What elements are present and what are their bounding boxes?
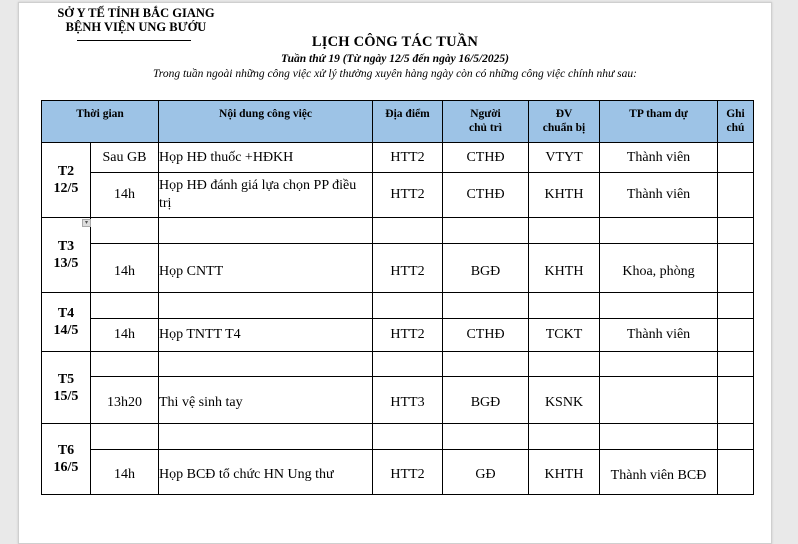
place-cell xyxy=(373,424,443,450)
time-cell xyxy=(91,293,159,319)
week-subtitle: Tuần thứ 19 (Từ ngày 12/5 đến ngày 16/5/2025) xyxy=(280,53,510,65)
place-cell: HTT2 xyxy=(373,244,443,293)
time-cell xyxy=(91,424,159,450)
host-cell: GĐ xyxy=(443,450,529,495)
attendees-cell: Khoa, phòng xyxy=(600,244,718,293)
host-cell xyxy=(443,352,529,377)
table-row xyxy=(42,319,754,352)
content-cell xyxy=(159,352,373,377)
org-hospital: BỆNH VIỆN UNG BƯỚU xyxy=(65,20,207,34)
content-cell xyxy=(159,424,373,450)
note-cell xyxy=(718,424,754,450)
table-row xyxy=(42,143,754,173)
note-cell xyxy=(718,143,754,173)
table-row-handle-icon[interactable]: ▾ xyxy=(82,219,91,227)
prep-cell xyxy=(529,352,600,377)
table-row xyxy=(42,377,754,424)
prep-cell: TCKT xyxy=(529,319,600,352)
content-cell xyxy=(159,293,373,319)
prep-cell: VTYT xyxy=(529,143,600,173)
place-cell xyxy=(373,218,443,244)
page-title: LỊCH CÔNG TÁC TUẦN xyxy=(311,34,479,50)
note-cell xyxy=(718,293,754,319)
host-cell xyxy=(443,424,529,450)
host-cell: CTHĐ xyxy=(443,173,529,218)
attendees-cell: Thành viên xyxy=(600,173,718,218)
host-cell xyxy=(443,293,529,319)
note-cell xyxy=(718,450,754,495)
header-attendees: TP tham dự xyxy=(600,101,718,143)
time-cell xyxy=(91,352,159,377)
host-cell xyxy=(443,218,529,244)
document-page xyxy=(18,2,772,544)
content-cell xyxy=(159,218,373,244)
place-cell: HTT2 xyxy=(373,143,443,173)
content-cell: Họp HĐ đánh giá lựa chọn PP điều trị xyxy=(159,173,373,218)
attendees-cell: Thành viên BCĐ xyxy=(600,450,718,495)
content-cell: Họp CNTT xyxy=(159,244,373,293)
content-cell: Thi vệ sinh tay xyxy=(159,377,373,424)
time-cell: 14h xyxy=(91,319,159,352)
note-cell xyxy=(718,377,754,424)
place-cell xyxy=(373,352,443,377)
header-content: Nội dung công việc xyxy=(159,101,373,143)
table-row xyxy=(42,244,754,293)
header-host: Người chủ trì xyxy=(443,101,529,143)
header-prep: ĐV chuẩn bị xyxy=(529,101,600,143)
place-cell: HTT2 xyxy=(373,450,443,495)
time-cell: 14h xyxy=(91,244,159,293)
day-cell: T2 12/5 xyxy=(42,143,91,218)
time-cell: 14h xyxy=(91,173,159,218)
attendees-cell: Thành viên xyxy=(600,143,718,173)
table-row xyxy=(42,424,754,450)
table-header-row xyxy=(42,101,754,143)
schedule-table xyxy=(41,100,754,495)
host-cell: BGĐ xyxy=(443,244,529,293)
day-cell: T4 14/5 xyxy=(42,293,91,352)
host-cell: CTHĐ xyxy=(443,143,529,173)
host-cell: BGĐ xyxy=(443,377,529,424)
prep-cell: KHTH xyxy=(529,244,600,293)
org-department: SỞ Y TẾ TỈNH BẮC GIANG xyxy=(57,6,215,20)
prep-cell xyxy=(529,293,600,319)
content-cell: Họp TNTT T4 xyxy=(159,319,373,352)
prep-cell xyxy=(529,424,600,450)
note-cell xyxy=(718,352,754,377)
time-cell xyxy=(91,218,159,244)
table-row xyxy=(42,218,754,244)
host-cell: CTHĐ xyxy=(443,319,529,352)
prep-cell: KHTH xyxy=(529,450,600,495)
table-row xyxy=(42,173,754,218)
content-cell: Họp BCĐ tổ chức HN Ung thư xyxy=(159,450,373,495)
note-cell xyxy=(718,173,754,218)
attendees-cell xyxy=(600,377,718,424)
attendees-cell xyxy=(600,424,718,450)
prep-cell xyxy=(529,218,600,244)
header-place: Địa điểm xyxy=(373,101,443,143)
time-cell: 14h xyxy=(91,450,159,495)
content-cell: Họp HĐ thuốc +HĐKH xyxy=(159,143,373,173)
table-row xyxy=(42,450,754,495)
note-cell xyxy=(718,244,754,293)
header-time: Thời gian xyxy=(42,101,159,143)
table-row xyxy=(42,293,754,319)
organization-header xyxy=(56,6,216,34)
time-cell: Sau GB xyxy=(91,143,159,173)
note-cell xyxy=(718,319,754,352)
attendees-cell xyxy=(600,218,718,244)
note-cell xyxy=(718,218,754,244)
prep-cell: KHTH xyxy=(529,173,600,218)
place-cell: HTT2 xyxy=(373,319,443,352)
attendees-cell xyxy=(600,352,718,377)
attendees-cell xyxy=(600,293,718,319)
place-cell: HTT3 xyxy=(373,377,443,424)
header-note: Ghi chú xyxy=(718,101,754,143)
attendees-cell: Thành viên xyxy=(600,319,718,352)
prep-cell: KSNK xyxy=(529,377,600,424)
day-cell: T5 15/5 xyxy=(42,352,91,424)
table-row xyxy=(42,352,754,377)
intro-text: Trong tuần ngoài những công việc xử lý thường xuyên hàng ngày còn có những công việc chính như sau: xyxy=(153,68,637,80)
place-cell xyxy=(373,293,443,319)
day-cell: T3 13/5 xyxy=(42,218,91,293)
day-cell: T6 16/5 xyxy=(42,424,91,495)
place-cell: HTT2 xyxy=(373,173,443,218)
time-cell: 13h20 xyxy=(91,377,159,424)
